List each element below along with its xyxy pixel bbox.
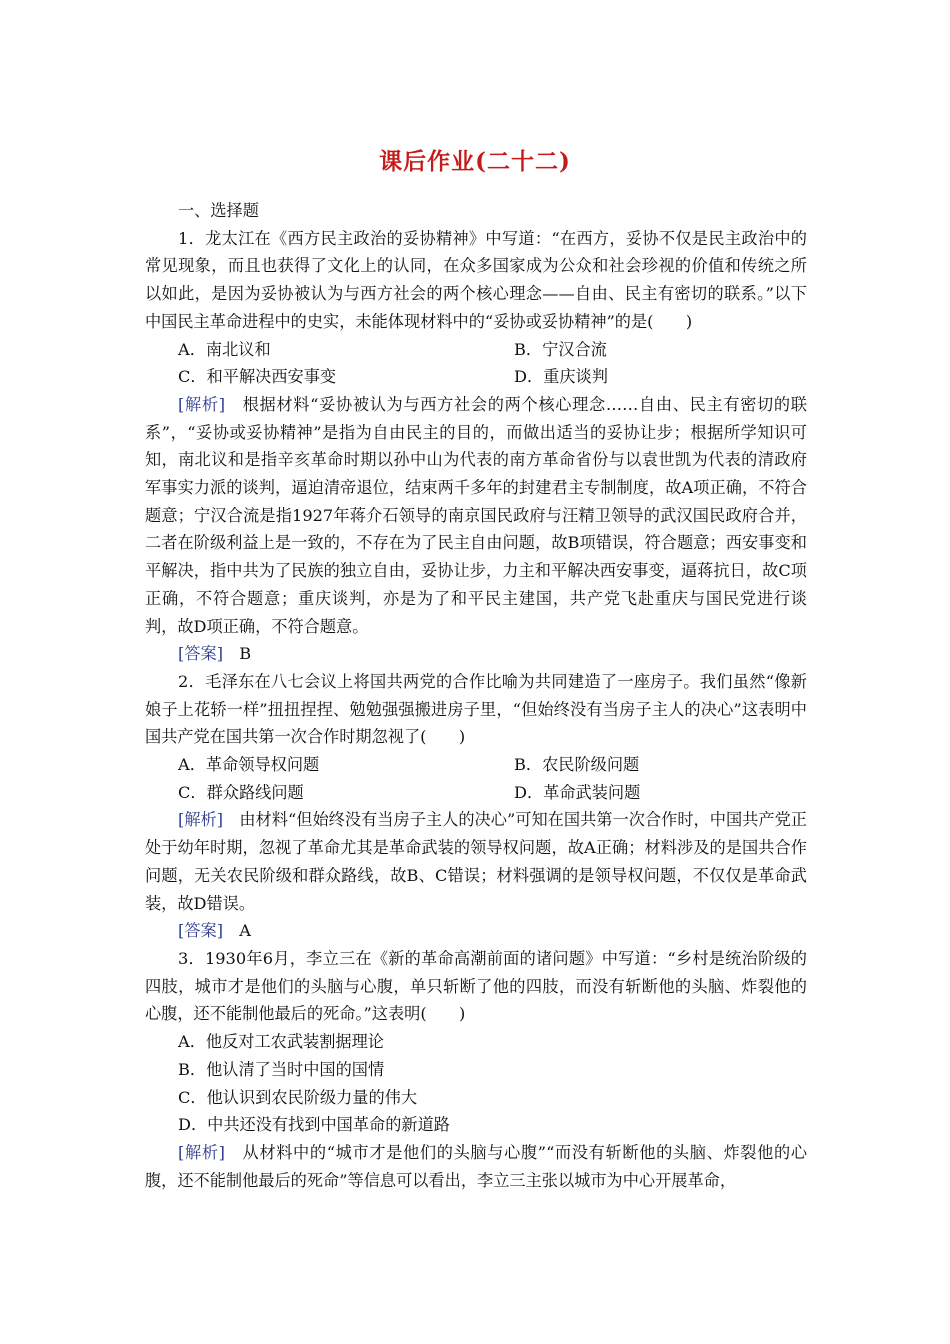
question-2-options-row-1 [145, 751, 807, 779]
question-2-option-c: C．群众路线问题 [178, 782, 304, 802]
question-3-analysis [145, 1139, 807, 1194]
analysis-label: [解析] [178, 810, 224, 830]
question-3-stem: 3．1930年6月，李立三在《新的革命高潮前面的诸问题》中写道：“乡村是统治阶级的四肢，城市才是他们的头脑与心腹，单只斩断了他的四肢，而没有斩断他的头脑、炸裂他的心腹，还不能制他最后的死命。”这表明( ) [145, 948, 807, 1024]
answer-label: [答案] [178, 644, 224, 664]
analysis-label: [解析] [178, 394, 226, 414]
question-2-analysis [145, 806, 807, 917]
question-1-analysis-text: 根据材料“妥协被认为与西方社会的两个核心理念……自由、民主有密切的联系”，“妥协或妥协精神”是指为自由民主的目的，而做出适当的妥协让步；根据所学知识可知，南北议和是指辛亥革命时期以孙中山为代表的南方革命省份与以袁世凯为代表的清政府军事实力派的谈判，逼迫清帝退位，结束两千多年的封建君主专制制度，故A项正确，不符合题意；宁汉合流是指1927年蒋介石领导的南京国民政府与汪精卫领导的武汉国民政府合并，二者在阶级利益上是一致的，不存在为了民主自由问题，故B项错误，符合题意；西安事变和平解决，指中共为了民族的独立自由，妥协让步，力主和平解决西安事变，逼蒋抗日，故C项正确，不符合题意；重庆谈判，亦是为了和平民主建国，共产党飞赴重庆与国民党进行谈判，故D项正确，不符合题意。 [145, 394, 807, 636]
question-2-answer [145, 917, 807, 945]
question-1-option-c: C．和平解决西安事变 [178, 367, 337, 387]
question-2-option-b: B．农民阶级问题 [514, 755, 640, 775]
question-1-answer-value: B [239, 644, 252, 664]
question-2-stem: 2．毛泽东在八七会议上将国共两党的合作比喻为共同建造了一座房子。我们虽然“像新娘子上花轿一样”扭扭捏捏、勉勉强强搬进房子里，“但始终没有当房子主人的决心”这表明中国共产党在国共第一次合作时期忽视了( ) [145, 671, 807, 747]
question-2-option-a: A．革命领导权问题 [178, 755, 320, 775]
question-2-option-d: D．革命武装问题 [514, 782, 641, 802]
question-3-option-a: A．他反对工农武装割据理论 [178, 1032, 384, 1052]
question-3-option-c: C．他认识到农民阶级力量的伟大 [178, 1087, 418, 1107]
question-1-answer [145, 640, 807, 668]
question-1-option-a: A．南北议和 [178, 339, 271, 359]
question-1-analysis [145, 391, 807, 640]
question-3-option-b: B．他认清了当时中国的国情 [178, 1059, 385, 1079]
question-2-options-row-2 [145, 779, 807, 807]
section-heading: 一、选择题 [178, 201, 259, 220]
document-body [145, 197, 807, 1194]
question-1-stem: 1．龙太江在《西方民主政治的妥协精神》中写道：“在西方，妥协不仅是民主政治中的常见现象，而且也获得了文化上的认同，在众多国家成为公众和社会珍视的价值和传统之所以如此，是因为妥协被认为与西方社会的两个核心理念——自由、民主有密切的联系。”以下中国民主革命进程中的史实，未能体现材料中的“妥协或妥协精神”的是( ) [145, 228, 807, 331]
question-2-answer-value: A [239, 921, 251, 941]
answer-label: [答案] [178, 921, 224, 941]
question-1-option-d: D．重庆谈判 [514, 367, 608, 387]
question-2-analysis-text: 由材料“但始终没有当房子主人的决心”可知在国共第一次合作时，中国共产党正处于幼年时期，忽视了革命尤其是革命武装的领导权问题，故A正确；材料涉及的是国共合作问题，无关农民阶级和群众路线，故B、C错误；材料强调的是领导权问题，不仅仅是革命武装，故D错误。 [145, 810, 807, 913]
analysis-label: [解析] [178, 1142, 225, 1162]
question-3-option-d: D．中共还没有找到中国革命的新道路 [178, 1115, 450, 1135]
question-1-options-row-2 [145, 363, 807, 391]
page-title: 课后作业(二十二) [379, 148, 571, 175]
question-1-options-row-1 [145, 336, 807, 364]
question-3-analysis-text: 从材料中的“城市才是他们的头脑与心腹”“而没有斩断他的头脑、炸裂他的心腹，还不能制他最后的死命”等信息可以看出，李立三主张以城市为中心开展革命， [145, 1142, 808, 1190]
question-1-option-b: B．宁汉合流 [514, 339, 607, 359]
